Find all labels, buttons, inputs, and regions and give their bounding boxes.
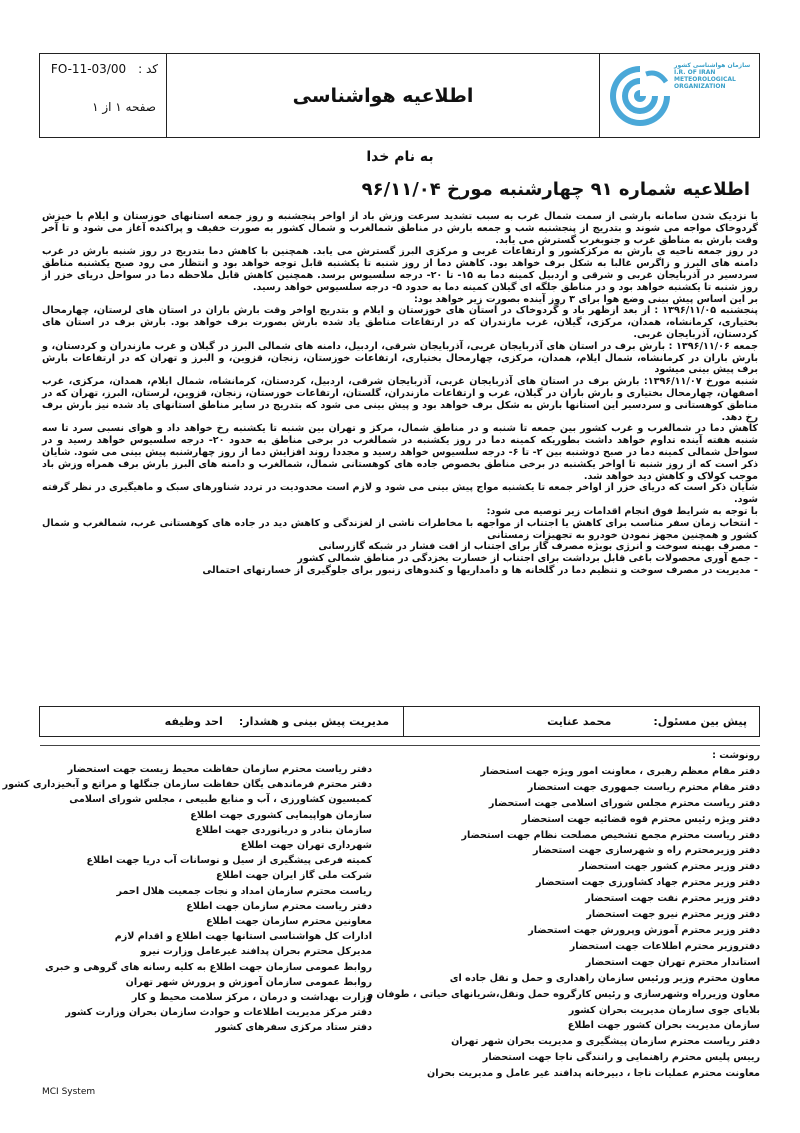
cc-item: سازمان هواپیمایی کشوری جهت اطلاع [190,809,372,821]
logo-cell [599,54,759,137]
cc-item: رییس پلیس محترم راهنمایی و رانندگی ناجا جهت استحضار [482,1052,760,1064]
page-number: صفحه ۱ از ۱ [92,100,156,114]
body-paragraph: - جمع آوری محصولات باغی قابل برداشت برای اجتناب از خسارت یخزدگی در مناطق شمالی کشور [297,553,758,565]
cc-item: دفتر ستاد مرکزی سفرهای کشور [215,1022,372,1034]
forecaster-name: محمد عنایت [547,715,612,728]
code-label: کد : [138,62,158,76]
cc-item: شرکت ملی گاز ایران جهت اطلاع [215,870,372,882]
form-code [51,62,158,76]
cc-item: دفتر مرکز مدیریت اطلاعات و حوادث سازمان بحران وزارت کشور [65,1007,372,1019]
forecaster-cell [404,715,759,728]
cc-item: سازمان بنادر و دریانوردی جهت اطلاع [195,824,372,836]
cc-item: دفتر ریاست محترم سازمان پیشگیری و مدیریت بحران شهر تهران [451,1036,760,1048]
cc-item: معاونت محترم عملیات ناجا ، دبیرخانه پدافند غیر عامل و مدیریت بحران [427,1068,760,1080]
header-table [39,53,760,138]
title-cell [167,54,599,137]
cc-item: دفتر ریاست محترم سازمان جهت اطلاع [186,900,372,912]
cc-item: معاون محترم وزیر ورئیس سازمان راهداری و حمل و نقل جاده ای [449,972,760,984]
body-paragraph: شایان ذکر است که دریای خزر از اواخر جمعه تا یکشنبه مواج پیش بینی می شود و لازم است محدودیت در تردد شناورهای سبک و ماهیگیری در نظر گرفته شود. [42,482,758,506]
body-paragraph: در روز جمعه ناحیه ی بارش به مرکزکشور و ارتفاعات غربی و مرکزی البرز گسترش می یابد. همچنین با کاهش دما بتدریج در روز شنبه بارش در غرب دامنه های البرز و زاگرس غالبا به شکل برف خواهد بود. کاهش دما از روز شنبه تا یکشنبه قابل توجه خواهد بود و انتظار می رود صبح یکشنبه مناطق سردسیر در آذربایجان غربی و شرقی و اردبیل کمینه دما به ۱۵- تا ۲۰- درجه سلسیوس برسد. همچنین کاهش قابل ملاحظه دما در سواحل دریای خزر از روز شنبه تا یکشنبه خواهد بود و در مناطق جلگه ای گیلان کمینه دما به حدود ۵- درجه سلسیوس خواهد رسید. [42,246,758,293]
cc-item: دفتر وزیر محترم جهاد کشاورزی جهت استحضار [535,877,760,889]
body-paragraph: - مصرف بهینه سوخت و انرژی بویژه مصرف گاز برای اجتناب از افت فشار در شبکه گازرسانی [318,541,758,553]
cc-item: بلایای جوی سازمان مدیریت بحران کشور [568,1004,760,1016]
code-cell [40,54,167,137]
cc-item: دفتر مقام محترم ریاست جمهوری جهت استحضار [527,781,760,793]
document-title: اطلاعیه هواشناسی [292,84,474,107]
forecaster-label: پیش بین مسئول: [653,715,747,728]
cc-item: استاندار محترم تهران جهت استحضار [585,956,760,968]
cc-item: دفتر وزیر محترم آموزش وپرورش جهت استحضار [528,924,760,936]
body-paragraph: با نزدیک شدن سامانه بارشی از سمت شمال غرب به سبب تشدید سرعت وزش باد از اواخر پنجشنبه و روز جمعه استانهای خوزستان و ایلام با خیزش گردوخاک مواجه می شوند و بتدریج از پنجشنبه شب و جمعه بارش در مناطق شمالغرب و شمال کشور به صورت خفیف و پراکنده آغاز می شود و تا آخر وقت بارش به مناطق غرب و جنوبغرب گسترش می یابد. [42,211,758,246]
cc-item: دفتر وزیر محترم نیرو جهت استحضار [586,909,760,921]
cc-item: کمیته فرعی پیشگیری از سیل و نوسانات آب دریا جهت اطلاع [86,855,372,867]
warning-manager-label: مدیریت پیش بینی و هشدار: [238,715,389,728]
cc-list-left [2,762,372,1036]
code-value: FO-11-03/00 [50,62,127,76]
cc-item: دفتر وزیر محترم کشور جهت استحضار [578,861,760,873]
divider [40,745,760,746]
cc-item: سازمان مدیریت بحران کشور جهت اطلاع [567,1020,760,1032]
body-paragraph: - انتخاب زمان سفر مناسب برای کاهش یا اجتناب از مواجهه با مخاطرات ناشی از لغزندگی و کاهش دید در جاده های کوهستانی غرب، شمالغرب و شمال کشور و همچنین مجهز نمودن خودرو به تجهیزات زمستانی [42,517,758,541]
signature-table [39,706,760,737]
body-paragraph: کاهش دما در شمالغرب و غرب کشور بین جمعه تا شنبه و در مناطق شمال، مرکز و تهران بین شنبه تا یکشنبه رخ خواهد داد و هوای نسبی سرد تا سه شنبه هفته آینده تداوم خواهد داشت بطوریکه کمینه دما در روز یکشنبه در شمالغرب در برخی مناطق به حدود ۲۰- درجه سلسیوس خواهد رسید و در سواحل شمالی کمینه دما در صبح دوشنبه بین ۲- تا ۶- درجه سلسیوس خواهد رسید و مجددا روند افزایش دما از روز چهارشنبه پیش بینی می شود. شایان ذکر است که از روز شنبه تا اواخر یکشنبه در برخی مناطق بخصوص جاده های کوهستانی شمال، شمالغرب و دامنه های البرز بارش برف همراه وزش باد موجب کولاک و کاهش دید خواهد شد. [42,423,758,482]
announcement-body [42,211,758,577]
cc-item: شهرداری تهران جهت اطلاع [240,840,372,852]
meteorological-organization-logo [606,60,674,132]
cc-item: ریاست محترم سازمان امداد و نجات جمعیت هلال احمر [116,885,372,897]
cc-item: دفتر ریاست محترم مجلس شورای اسلامی جهت استحضار [488,797,760,809]
cc-item: دفتر ریاست محترم مجمع تشخیص مصلحت نظام جهت استحضار [461,829,760,841]
announcement-heading: اطلاعیه شماره ۹۱ چهارشنبه مورخ ۹۶/۱۱/۰۴ [361,179,750,200]
cc-item: کمیسیون کشاورزی ، آب و منابع طبیعی ، مجلس شورای اسلامی [69,794,372,806]
cc-item: روابط عمومی سازمان جهت اطلاع به کلیه رسانه های گروهی و خبری [45,961,372,973]
cc-item: دفتر ویژه رئیس محترم قوه قضائیه جهت استحضار [521,813,760,825]
cc-item: رونوشت : [712,750,760,761]
cc-item: روابط عمومی سازمان آموزش و پرورش شهر تهران [125,976,372,988]
cc-item: دفتر وزیرمحترم راه و شهرسازی جهت استحضار [532,845,760,857]
cc-item: دفتر مقام معظم رهبری ، معاونت امور ویژه جهت استحضار [480,765,760,777]
cc-item: مدیرکل محترم بحران پدافند غیرعامل وزارت نیرو [140,946,372,958]
cc-item: دفتر وزیر محترم نفت جهت استحضار [585,893,760,905]
body-paragraph: جمعه ۱۳۹۶/۱۱/۰۶ : بارش برف در استان های آذربایجان غربی، آذربایجان شرقی، اردبیل، دامنه های شمالی البرز در گیلان و غرب مازندران و کردستان، و بارش باران در کرمانشاه، شمال ایلام، همدان، مرکزی، چهارمحال بختیاری، ارتفاعات خوزستان، زنجان، قزوین، و البرز و تهران که در ارتفاعات بارش برف پیش بینی میشود [42,340,758,376]
logo-text: سازمان هواشناسی کشور I.R. OF IRAN METEOROLOGICAL ORGANIZATION [674,62,751,90]
body-paragraph: با توجه به شرایط فوق انجام اقدامات زیر توصیه می شود: [486,505,758,517]
warning-manager-cell [40,707,404,736]
cc-item: معاون وزیرراه وشهرسازی و رئیس کارگروه حمل ونقل،شریانهای حیاتی ، طوفان و [367,988,760,1000]
cc-item: دفتروزیر محترم اطلاعات جهت استحضار [569,940,760,952]
footer-system: MCI System [42,1087,96,1097]
warning-manager-name: احد وظیفه [164,715,223,728]
cc-item: دفتر ریاست محترم سازمان حفاظت محیط زیست جهت استحضار [67,764,372,775]
cc-item: معاونین محترم سازمان جهت اطلاع [205,916,372,928]
body-paragraph: بر این اساس پیش بینی وضع هوا برای ۳ روز آینده بصورت زیر خواهد بود: [413,293,758,305]
cc-item: ادارات کل هواشناسی استانها جهت اطلاع و اقدام لازم [114,931,372,943]
body-paragraph: - مدیریت در مصرف سوخت و تنظیم دما در گلخانه ها و دامداریها و کندوهای زنبور برای جلوگیری از خسارتهای احتمالی [202,564,758,576]
cc-item: وزارت بهداشت و درمان ، مرکز سلامت محیط و کار [131,992,372,1004]
cc-list-right [367,748,760,1082]
body-paragraph: شنبه مورخ ۱۳۹۶/۱۱/۰۷: بارش برف در استان های آذربایجان غربی، آذربایجان شرقی، اردبیل، کردستان، کرمانشاه، شمال ایلام، همدان، مرکزی، غرب اصفهان، چهارمحال بختیاری و بارش باران در گیلان، غرب و ارتفاعات مازندران، گلستان، ارتفاعات خوزستان، زنجان، قزوین، لرستان، البرز، تهران که در مناطق کوهستانی و سردسیر این استانها بارش به شکل برف خواهد بود و پیش بینی می شود که بتدریج در سایر مناطق استانهای یاد شده نیز بارش برف رخ دهد. [42,376,758,423]
bismillah: به نام خدا [366,149,434,165]
body-paragraph: پنجشنبه ۱۳۹۶/۱۱/۰۵ : از بعد ازظهر باد و گردوخاک در استان های خوزستان و ایلام و بتدریج اواخر وقت بارش باران در استان های لرستان، چهارمحال بختیاری، کرمانشاه، همدان، مرکزی، گیلان، غرب مازندران که در ارتفاعات مناطق یاد شده بارش بصورت برف خواهد بود. بارش برف در استان های کردستان، آذربایجان غربی. [42,305,759,340]
cc-item: دفتر محترم فرماندهی یگان حفاظت سازمان جنگلها و مراتع و آبخیزداری کشور [2,779,372,791]
